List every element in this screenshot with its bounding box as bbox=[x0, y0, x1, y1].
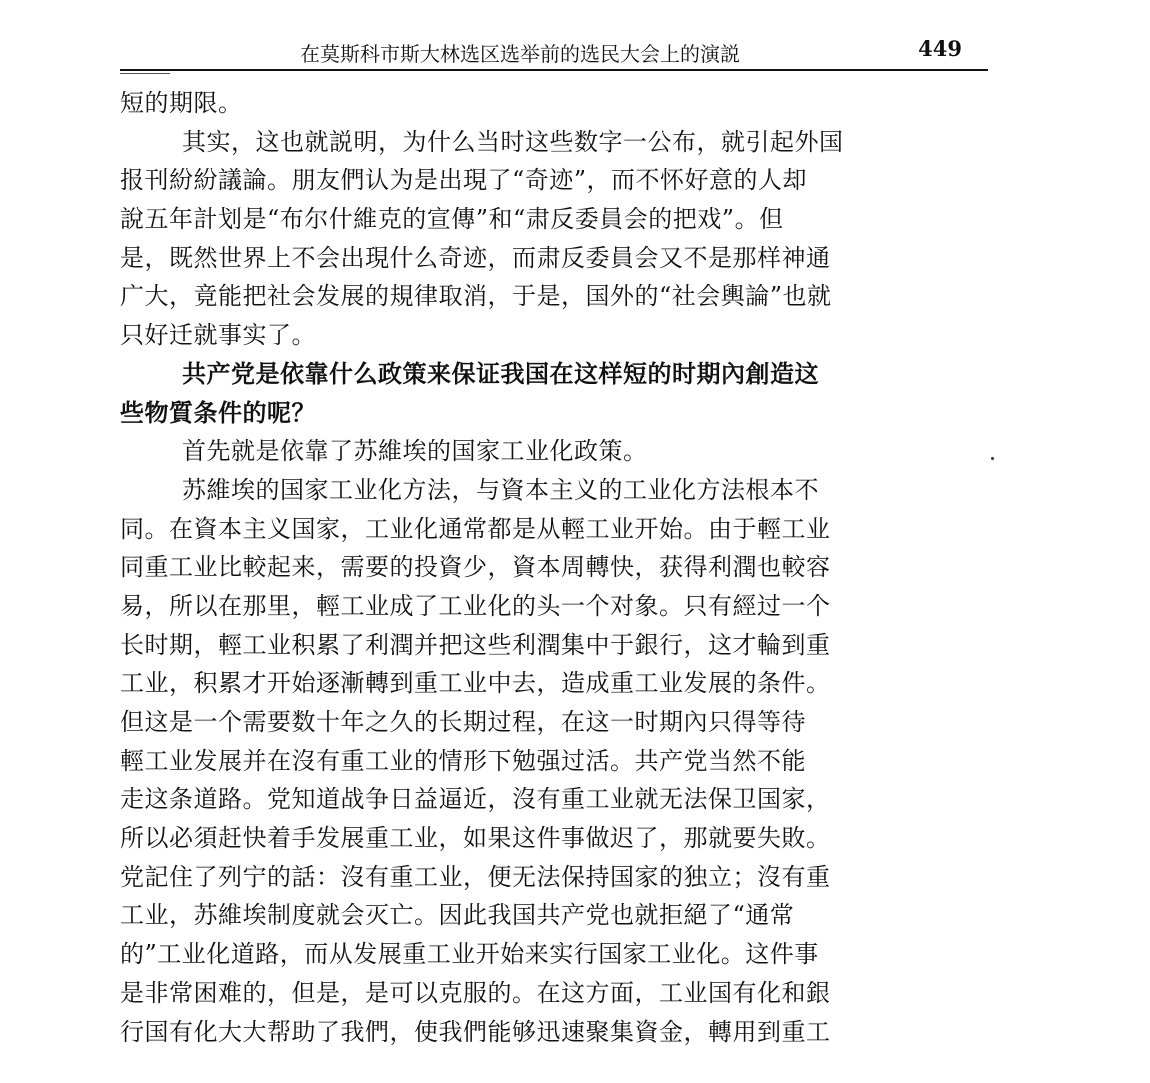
text-line: 走这条道路。党知道战争日益逼近，沒有重工业就无法保卫国家， bbox=[120, 785, 831, 814]
section-heading-line: 共产党是依靠什么政策来保证我国在这样短的时期內創造这 bbox=[182, 358, 819, 388]
page-header bbox=[120, 36, 988, 68]
text-line: 短的期限。 bbox=[120, 89, 243, 117]
text-line: 易，所以在那里，輕工业成了工业化的头一个对象。只有經过一个 bbox=[120, 591, 831, 620]
section-heading-line: 些物質条件的呢？ bbox=[120, 397, 316, 427]
header-rule-secondary bbox=[120, 73, 170, 74]
text-line: 的”工业化道路，而从发展重工业开始来实行国家工业化。这件事 bbox=[120, 940, 819, 969]
text-line: 其实，这也就説明，为什么当时这些数字一公布，就引起外国 bbox=[182, 127, 844, 156]
text-line: 所以必須赶快着手发展重工业，如果这件事做迟了，那就要失敗。 bbox=[120, 824, 831, 853]
text-line: 輕工业发展并在沒有重工业的情形下勉强过活。共产党当然不能 bbox=[120, 746, 806, 775]
text-line: 是非常困难的，但是，是可以克服的。在这方面，工业国有化和銀 bbox=[120, 978, 831, 1007]
text-line: 同。在資本主义国家，工业化通常都是从輕工业开始。由于輕工业 bbox=[120, 514, 831, 543]
text-line: 同重工业比較起来，需要的投資少，資本周轉快，获得利潤也較容 bbox=[120, 553, 831, 582]
text-line: 工业，积累才开始逐漸轉到重工业中去，造成重工业发展的条件。 bbox=[120, 669, 831, 698]
text-line: 苏維埃的国家工业化方法，与資本主义的工业化方法根本不 bbox=[182, 475, 819, 504]
text-line: 但这是一个需要数十年之久的长期过程，在这一时期內只得等待 bbox=[120, 708, 806, 736]
text-line: 长时期，輕工业积累了利潤并把这些利潤集中于銀行，这才輪到重 bbox=[120, 630, 831, 659]
text-line: 只好迁就事实了。 bbox=[120, 321, 316, 350]
text-line: 报刊紛紛議論。朋友們认为是出現了“奇迹”，而不怀好意的人却 bbox=[120, 166, 808, 195]
print-speck bbox=[991, 457, 994, 460]
page-number: 449 bbox=[918, 36, 962, 61]
running-title: 在莫斯科市斯大林选区选举前的选民大会上的演説 bbox=[300, 42, 740, 66]
text-line: 行国有化大大帮助了我們，使我們能够迅速聚集資金，轉用到重工 bbox=[120, 1017, 831, 1046]
body-text bbox=[120, 84, 988, 1051]
text-line: 首先就是依靠了苏維埃的国家工业化政策。 bbox=[182, 437, 648, 466]
text-line: 党記住了列宁的話：沒有重工业，便无法保持国家的独立；沒有重 bbox=[120, 862, 831, 891]
header-rule bbox=[120, 69, 988, 71]
text-line: 工业，苏維埃制度就会灭亡。因此我国共产党也就拒絕了“通常 bbox=[120, 901, 795, 930]
text-line: 广大，竟能把社会发展的規律取消，于是，国外的“社会輿論”也就 bbox=[120, 282, 832, 311]
text-line: 是，既然世界上不会出現什么奇迹，而肃反委員会又不是那样神通 bbox=[120, 243, 831, 272]
text-line: 說五年計划是“布尔什維克的宣傳”和“肃反委員会的把戏”。但 bbox=[120, 205, 784, 234]
